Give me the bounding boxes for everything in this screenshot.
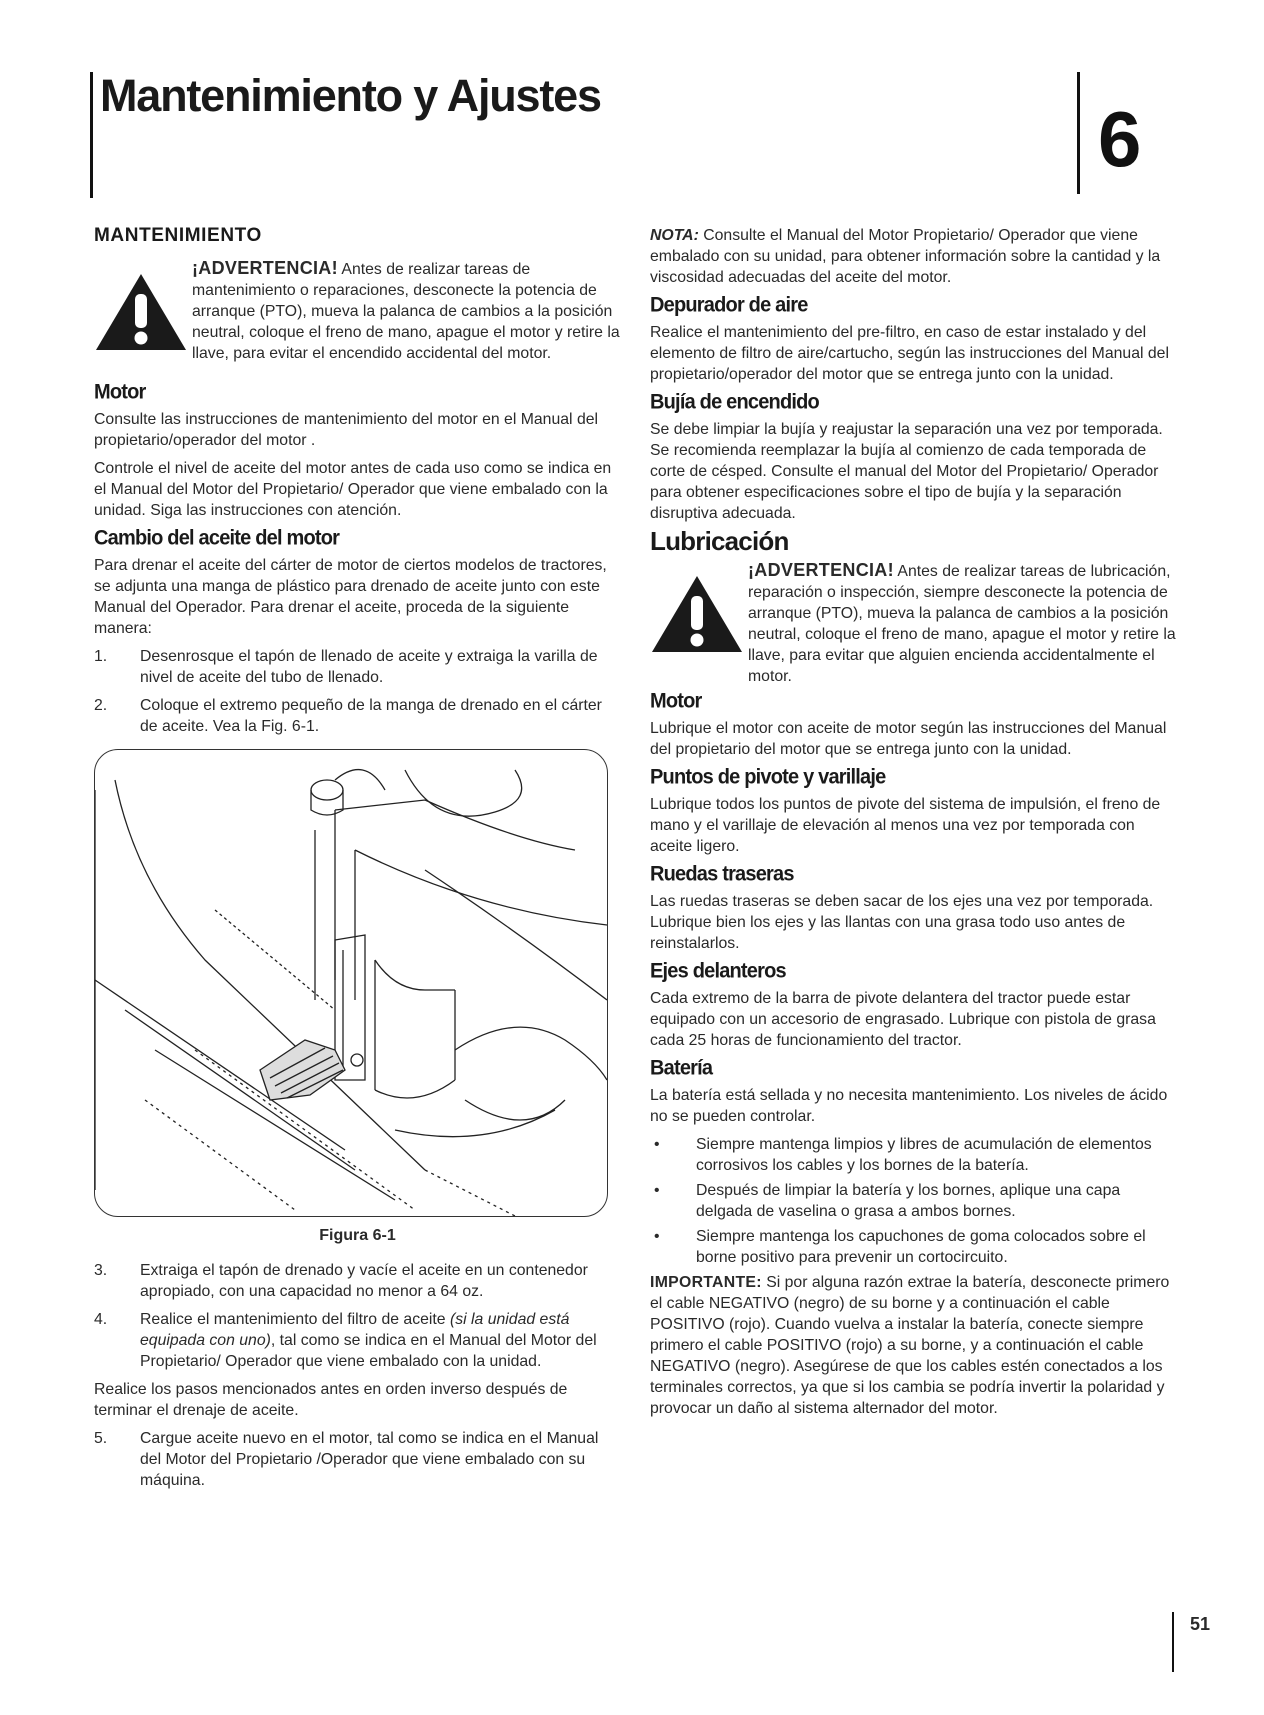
oil-drain-illustration [95,750,607,1216]
step-number: 5. [94,1430,108,1447]
spark-plug-paragraph: Se debe limpiar la bujía y reajustar la separación una vez por temporada. Se recomienda reemplazar la bujía al comienzo de cada temporada de corte de césped. Consulte el manual del Motor del Propietario/ Operador para obtener especificaciones sobre el tipo de bujía y la separación disruptiva adecuada. [650,421,1163,522]
reverse-steps-paragraph: Realice los pasos mencionados antes en orden inverso después de terminar el drenaje de aceite. [94,1381,568,1419]
step-text: Realice el mantenimiento del filtro de aceite [140,1311,450,1328]
bullet-text: Siempre mantenga los capuchones de goma colocados sobre el borne positivo para prevenir un cortocircuito. [696,1228,1146,1266]
step-text: Coloque el extremo pequeño de la manga de drenado en el cárter de aceite. Vea la Fig. 6-1. [140,697,602,735]
motor-lube-paragraph: Lubrique el motor con aceite de motor según las instrucciones del Manual del propietario del motor que se entrega junto con la unidad. [650,720,1167,758]
step-text: , tal como se indica en el Manual del Motor del Propietario/ Operador que viene embalado con la unidad. [140,1332,597,1370]
lubrication-warning [650,560,1176,687]
list-item [650,1226,1176,1268]
step-number: 1. [94,648,108,665]
step-text: Extraiga el tapón de drenado y vacíe el aceite en un contenedor apropiado, con una capacidad no menor a 64 oz. [140,1262,588,1300]
oil-steps-1-2 [94,646,621,737]
warning-label: ¡ADVERTENCIA! [748,560,894,580]
page-title: Mantenimiento y Ajustes [100,70,601,121]
battery-heading: Batería [650,1056,713,1080]
oil-change-heading: Cambio del aceite del motor [94,526,340,550]
battery-paragraph: La batería está sellada y no necesita mantenimiento. Los niveles de ácido no se pueden controlar. [650,1087,1168,1125]
nota-paragraph [650,225,1176,288]
warning-triangle-icon [94,272,188,352]
bullet-text: Después de limpiar la batería y los bornes, aplique una capa delgada de vaselina o grasa a ambos bornes. [696,1182,1121,1220]
step-text: Desenrosque el tapón de llenado de aceite y extraiga la varilla de nivel de aceite del tubo de llenado. [140,648,598,686]
oil-change-intro: Para drenar el aceite del cárter de motor de ciertos modelos de tractores, se adjunta una manga de plástico para drenado de aceite junto con este Manual del Operador. Para drenar el aceite, proceda de la siguiente manera: [94,557,607,637]
figure-caption: Figura 6-1 [319,1227,396,1244]
right-column [650,225,1176,1426]
bullet-text: Siempre mantenga limpios y libres de acumulación de elementos corrosivos los cables y los bornes de la batería. [696,1136,1152,1174]
list-item [94,1428,621,1491]
list-item [94,695,621,737]
bullet-mark: • [654,1228,660,1245]
left-column [94,225,621,1498]
list-item [94,1260,621,1302]
list-item [94,1309,621,1372]
page-number: 51 [1190,1614,1211,1634]
nota-label: NOTA: [650,227,699,244]
motor-paragraph-1: Consulte las instrucciones de mantenimiento del motor en el Manual del propietario/operador del motor . [94,411,599,449]
oil-steps-3-4 [94,1260,621,1372]
figure-6-1 [94,749,608,1217]
lubrication-heading: Lubricación [650,526,789,556]
important-paragraph [650,1272,1176,1419]
oil-step-5 [94,1428,621,1491]
front-axles-heading: Ejes delanteros [650,959,786,983]
warning-label: ¡ADVERTENCIA! [192,258,338,278]
spark-plug-heading: Bujía de encendido [650,390,819,414]
warning-triangle-icon [650,574,744,654]
battery-bullets [650,1134,1176,1268]
bullet-mark: • [654,1136,660,1153]
pivot-points-paragraph: Lubrique todos los puntos de pivote del sistema de impulsión, el freno de mano y el varillaje de elevación al menos una vez por temporada con aceite ligero. [650,796,1161,855]
air-cleaner-heading: Depurador de aire [650,293,808,317]
front-axles-paragraph: Cada extremo de la barra de pivote delantera del tractor puede estar equipado con un accesorio de engrasado. Lubrique con pistola de grasa cada 25 horas de funcionamiento del tractor. [650,990,1156,1049]
section-heading-mantenimiento: MANTENIMIENTO [94,225,262,246]
warning-text: Antes de realizar tareas de lubricación, reparación o inspección, siempre desconecte la potencia de arranque (PTO), mueva la palanca de cambios a la posición neutral, coloque el freno de mano, apague el motor y retire la llave, para evitar que alguien encienda accidentalmente el motor. [748,563,1176,685]
pivot-points-heading: Puntos de pivote y varillaje [650,765,886,789]
chapter-number: 6 [1098,95,1142,183]
air-cleaner-paragraph: Realice el mantenimiento del pre-filtro, en caso de estar instalado y del elemento de filtro de aire/cartucho, según las instrucciones del Manual del propietario/operador del motor que se entrega junto con la unidad. [650,324,1169,383]
step-text: Cargue aceite nuevo en el motor, tal como se indica en el Manual del Motor del Propietario /Operador que viene embalado con su máquina. [140,1430,599,1489]
step-text-emphasis: (si la unidad está equipada con uno) [140,1311,570,1349]
page-number-rule [1172,1612,1174,1672]
bullet-mark: • [654,1182,660,1199]
important-label: IMPORTANTE: [650,1274,762,1291]
warning-text: Antes de realizar tareas de mantenimiento o reparaciones, desconecte la potencia de arranque (PTO), mueva la palanca de cambios a la posición neutral, coloque el freno de mano, apague el motor y retire la llave, para evitar el encendido accidental del motor. [192,261,620,362]
chapter-rule [1077,72,1080,194]
maintenance-warning [94,258,621,378]
step-number: 3. [94,1262,108,1279]
list-item [650,1134,1176,1176]
step-number: 4. [94,1311,108,1328]
title-rule [90,72,93,198]
step-number: 2. [94,697,108,714]
motor-heading: Motor [94,380,146,404]
motor-paragraph-2: Controle el nivel de aceite del motor antes de cada uso como se indica en el Manual del Motor del Propietario/ Operador que viene embalado con la unidad. Siga las instrucciones con atención. [94,460,612,519]
rear-wheels-paragraph: Las ruedas traseras se deben sacar de los ejes una vez por temporada. Lubrique bien los ejes y las llantas con una grasa todo uso antes de reinstalarlos. [650,893,1154,952]
nota-text: Consulte el Manual del Motor Propietario/ Operador que viene embalado con su unidad, para obtener información sobre la cantidad y la viscosidad adecuadas del aceite del motor. [650,227,1161,286]
list-item [94,646,621,688]
important-text: Si por alguna razón extrae la batería, desconecte primero el cable NEGATIVO (negro) de su borne y a continuación el cable POSITIVO (rojo). Cuando vuelva a instalar la batería, conecte siempre primero el cable POSITIVO (rojo) a su borne, y a continuación el cable NEGATIVO (negro). Asegúrese de que los cables estén conectados a los terminales correctos, ya que si los cambia se podría invertir la polaridad y provocar un daño al sistema alternador del motor. [650,1274,1170,1417]
motor-lube-heading: Motor [650,689,702,713]
rear-wheels-heading: Ruedas traseras [650,862,794,886]
list-item [650,1180,1176,1222]
